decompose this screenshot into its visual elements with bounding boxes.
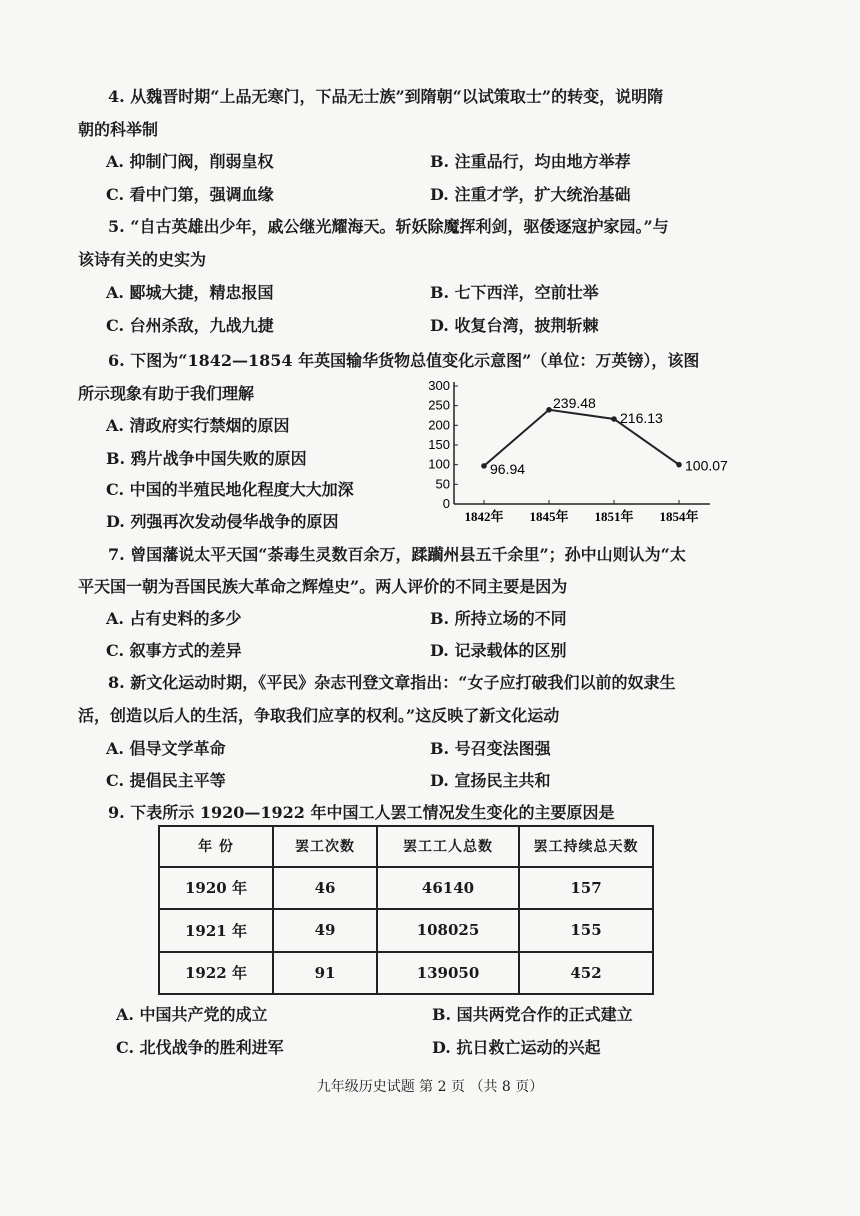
q8-stem-line1: 8. 新文化运动时期，《平民》杂志刊登文章指出：“女子应打破我们以前的奴隶生	[108, 673, 676, 692]
q8-stem-line2: 活，创造以后人的生活，争取我们应享的权利。”这反映了新文化运动	[78, 706, 560, 725]
table-cell: 108025	[377, 909, 519, 951]
q7-stem-line1: 7. 曾国藩说太平天国“荼毒生灵数百余万，蹂躏州县五千余里”；孙中山则认为“太	[108, 545, 686, 564]
q9-option-d[interactable]: D. 抗日救亡运动的兴起	[432, 1038, 601, 1057]
q6-stem-line1: 6. 下图为“1842—1854 年英国输华货物总值变化示意图”（单位：万英镑），该图	[108, 351, 700, 370]
q8-option-a[interactable]: A. 倡导文学革命	[106, 739, 226, 758]
table-cell: 452	[519, 952, 653, 994]
q7-stem-line2: 平天国一朝为吾国民族大革命之辉煌史”。两人评价的不同主要是因为	[78, 577, 568, 596]
y-tick-label: 250	[428, 397, 450, 413]
page-footer: 九年级历史试题 第 2 页 （共 8 页）	[316, 1079, 544, 1095]
y-tick-label: 200	[428, 417, 450, 433]
q9-stem-line1: 9. 下表所示 1920—1922 年中国工人罢工情况发生变化的主要原因是	[108, 803, 615, 822]
table-header-count: 罢工次数	[273, 826, 377, 867]
q6-option-a[interactable]: A. 清政府实行禁烟的原因	[106, 416, 290, 435]
table-cell: 1921 年	[159, 909, 273, 951]
data-label: 100.07	[685, 457, 728, 474]
table-header-year: 年 份	[159, 826, 273, 867]
q6-stem-line2: 所示现象有助于我们理解	[78, 384, 255, 403]
y-axis	[428, 378, 458, 511]
q7-option-d[interactable]: D. 记录载体的区别	[430, 641, 567, 660]
q7-option-a[interactable]: A. 占有史料的多少	[106, 609, 242, 628]
q5-stem-line1: 5. “自古英雄出少年，戚公继光耀海天。斩妖除魔挥利剑，驱倭逐寇护家园。”与	[108, 217, 669, 236]
export-value-line-chart	[418, 378, 728, 528]
x-tick-label: 1842年	[464, 509, 504, 524]
table-cell: 91	[273, 952, 377, 994]
data-point	[676, 462, 682, 468]
data-label: 96.94	[490, 460, 526, 477]
table-cell: 46140	[377, 867, 519, 909]
y-tick-label: 150	[428, 437, 450, 452]
x-tick-label: 1851年	[594, 509, 634, 524]
data-point	[546, 407, 552, 413]
data-point	[611, 416, 617, 422]
table-cell: 49	[273, 909, 377, 951]
q6-option-b[interactable]: B. 鸦片战争中国失败的原因	[106, 449, 307, 468]
table-row	[159, 909, 653, 951]
table-header-workers: 罢工工人总数	[377, 826, 519, 867]
y-tick-label: 300	[428, 378, 450, 393]
table-header-days: 罢工持续总天数	[519, 826, 653, 867]
q5-stem-line2: 该诗有关的史实为	[78, 250, 207, 269]
table-cell: 157	[519, 867, 653, 909]
table-cell: 1922 年	[159, 952, 273, 994]
q6-option-d[interactable]: D. 列强再次发动侵华战争的原因	[106, 512, 339, 531]
data-label: 216.13	[620, 409, 663, 426]
table-cell: 155	[519, 909, 653, 951]
q4-option-b[interactable]: B. 注重品行，均由地方举荐	[430, 152, 631, 171]
y-tick-label: 50	[435, 476, 450, 492]
y-tick-label: 0	[442, 496, 450, 511]
q5-option-d[interactable]: D. 收复台湾，披荆斩棘	[430, 316, 599, 335]
x-axis	[454, 500, 710, 524]
q7-option-c[interactable]: C. 叙事方式的差异	[106, 641, 242, 660]
q8-option-c[interactable]: C. 提倡民主平等	[106, 771, 226, 790]
table-row	[159, 952, 653, 994]
strike-statistics-table	[158, 825, 654, 995]
table-cell: 139050	[377, 952, 519, 994]
q4-option-c[interactable]: C. 看中门第，强调血缘	[106, 185, 274, 204]
data-labels	[490, 395, 728, 477]
q6-option-c[interactable]: C. 中国的半殖民地化程度大大加深	[106, 480, 354, 499]
q5-option-b[interactable]: B. 七下西洋，空前壮举	[430, 283, 599, 302]
q4-stem-line1: 4. 从魏晋时期“上品无寒门，下品无士族”到隋朝“以试策取士”的转变，说明隋	[108, 87, 664, 106]
q8-option-d[interactable]: D. 宣扬民主共和	[430, 771, 551, 790]
table-row	[159, 867, 653, 909]
q9-option-c[interactable]: C. 北伐战争的胜利进军	[116, 1038, 284, 1057]
table-cell: 1920 年	[159, 867, 273, 909]
table-cell: 46	[273, 867, 377, 909]
x-tick-label: 1845年	[529, 509, 569, 524]
q9-option-a[interactable]: A. 中国共产党的成立	[116, 1005, 268, 1024]
q5-option-c[interactable]: C. 台州杀敌，九战九捷	[106, 316, 274, 335]
q9-option-b[interactable]: B. 国共两党合作的正式建立	[432, 1005, 633, 1024]
y-tick-label: 100	[428, 456, 450, 472]
data-label: 239.48	[553, 394, 596, 411]
x-tick-label: 1854年	[659, 509, 699, 524]
q4-stem-line2: 朝的科举制	[78, 120, 159, 139]
table-header-row	[159, 826, 653, 867]
q4-option-d[interactable]: D. 注重才学，扩大统治基础	[430, 185, 631, 204]
q8-option-b[interactable]: B. 号召变法图强	[430, 739, 551, 758]
q7-option-b[interactable]: B. 所持立场的不同	[430, 609, 567, 628]
q5-option-a[interactable]: A. 郾城大捷，精忠报国	[106, 283, 274, 302]
data-point	[481, 463, 487, 469]
q4-option-a[interactable]: A. 抑制门阀，削弱皇权	[106, 152, 274, 171]
